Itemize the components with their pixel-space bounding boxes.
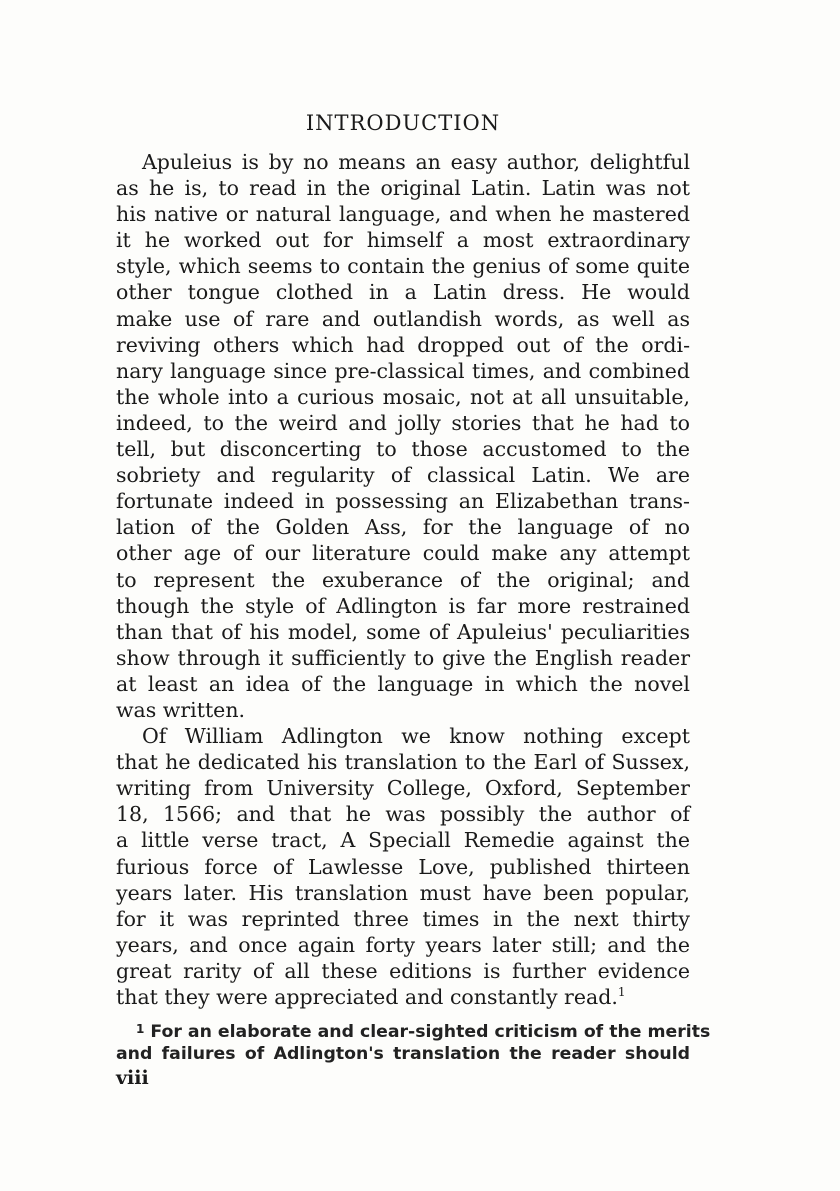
text-line: sobriety and regularity of classical Latin. We are [116, 463, 690, 488]
text-line: to represent the exuberance of the original; and [116, 567, 690, 592]
text-line: style, which seems to contain the genius of some quite [116, 254, 690, 279]
text-line: years, and once again forty years later still; and the [116, 932, 690, 957]
text-line: Apuleius is by no means an easy author, delightful [142, 150, 690, 174]
text-line: at least an idea of the language in which the novel [116, 671, 690, 696]
text-line: that they were appreciated and constantly read. [116, 985, 618, 1009]
text-line: furious force of Lawlesse Love, published thirteen [116, 854, 690, 879]
text-line: it he worked out for himself a most extraordinary [116, 228, 690, 253]
text-line: was written. [116, 697, 246, 722]
text-line: his native or natural language, and when he mastered [116, 202, 690, 227]
footnote-marker: 1 [136, 1022, 145, 1037]
text-line: though the style of Adlington is far more restrained [116, 593, 690, 618]
text-line: a little verse tract, A Speciall Remedie against the [116, 828, 690, 853]
text-line: fortunate indeed in possessing an Elizabethan trans- [116, 489, 690, 514]
text-line: great rarity of all these editions is further evidence [116, 958, 690, 983]
text-line: other age of our literature could make any attempt [116, 541, 690, 566]
text-line: other tongue clothed in a Latin dress. He would [116, 280, 690, 305]
text-line: as he is, to read in the original Latin. Latin was not [116, 176, 690, 201]
text-line: indeed, to the weird and jolly stories that he had to [116, 410, 690, 435]
text-line: show through it sufficiently to give the English reader [116, 645, 690, 670]
text-line: nary language since pre-classical times, and combined [116, 358, 690, 383]
text-line: years later. His translation must have been popular, [116, 880, 690, 905]
paragraph-1 [116, 149, 690, 723]
text-line: than that of his model, some of Apuleius' peculiarities [116, 619, 690, 644]
footnote-text: For an elaborate and clear-sighted criticism of the merits [150, 1022, 711, 1043]
page-number: viii [116, 1067, 149, 1090]
footnote-line [116, 1021, 711, 1043]
text-line: writing from University College, Oxford, September [116, 776, 690, 801]
text-line: reviving others which had dropped out of the ordi- [116, 332, 690, 357]
page-heading: INTRODUCTION [305, 111, 501, 135]
text-line: make use of rare and outlandish words, as well as [116, 306, 690, 331]
paragraph-2 [116, 723, 690, 1010]
footnote-line: and failures of Adlington's translation the reader should [116, 1044, 690, 1065]
text-line: tell, but disconcerting to those accustomed to the [116, 437, 690, 462]
text-line-with-footnote-ref [116, 984, 690, 1010]
text-line: Of William Adlington we know nothing except [142, 724, 690, 749]
text-line: lation of the Golden Ass, for the language of no [116, 515, 690, 540]
text-line: 18, 1566; and that he was possibly the author of [116, 802, 690, 827]
text-block [116, 110, 711, 1090]
text-line: for it was reprinted three times in the next thirty [116, 906, 690, 931]
footnote [116, 1021, 711, 1065]
text-line: the whole into a curious mosaic, not at all unsuitable, [116, 384, 690, 409]
text-line: that he dedicated his translation to the Earl of Sussex, [116, 750, 690, 775]
footnote-reference: 1 [617, 985, 626, 999]
